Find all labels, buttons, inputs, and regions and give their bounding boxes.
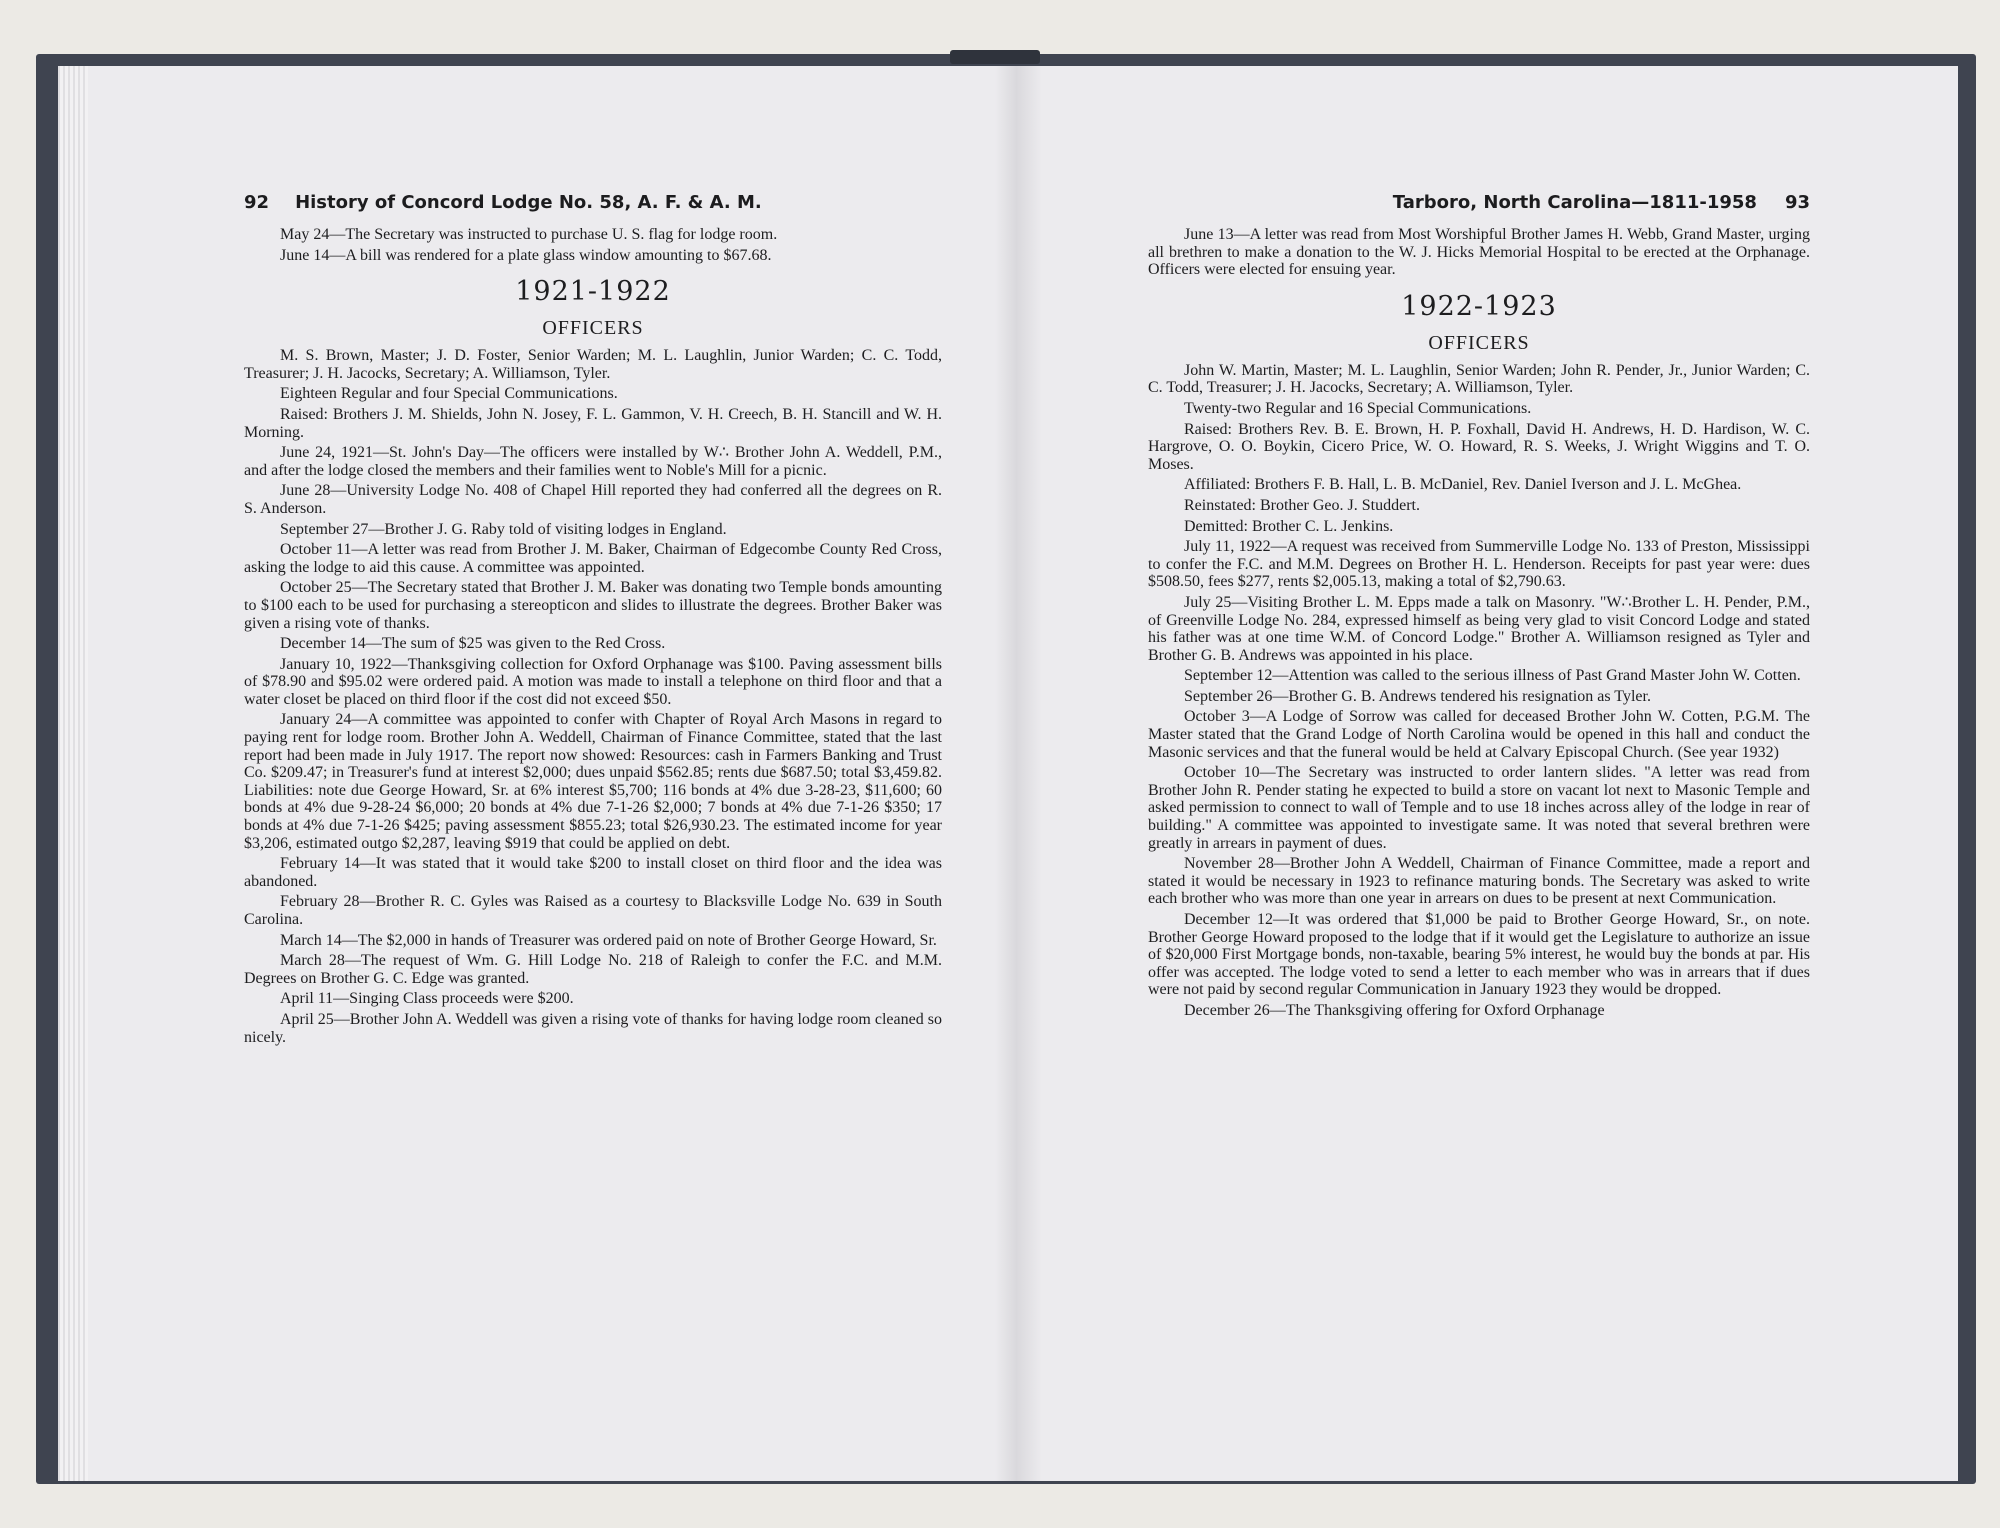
- paragraph: March 14—The $2,000 in hands of Treasurer was ordered paid on note of Brother George Howard, Sr.: [280, 931, 937, 949]
- paragraph: December 26—The Thanksgiving offering for Oxford Orphanage: [1184, 1001, 1605, 1019]
- left-running-title: History of Concord Lodge No. 58, A. F. & A. M.: [295, 192, 762, 213]
- paragraph: John W. Martin, Master; M. L. Laughlin, Senior Warden; John R. Pender, Jr., Junior Warden; C. C. Todd, Treasurer; J. H. Jacocks, Secretary; A. Williamson, Tyler.: [1148, 361, 1810, 397]
- paragraph: M. S. Brown, Master; J. D. Foster, Senior Warden; M. L. Laughlin, Junior Warden; C. C. Todd, Treasurer; J. H. Jacocks, Secretary; A. Williamson, Tyler.: [244, 347, 942, 382]
- left-text-column: [244, 192, 942, 1049]
- paragraph: May 24—The Secretary was instructed to purchase U. S. flag for lodge room.: [280, 226, 778, 243]
- right-running-title: Tarboro, North Carolina—1811-1958: [1392, 192, 1757, 213]
- paragraph: April 25—Brother John A. Weddell was given a rising vote of thanks for having lodge room cleaned so nicely.: [244, 1010, 942, 1046]
- paragraph: February 14—It was stated that it would take $200 to install closet on third floor and the idea was abandoned.: [244, 855, 942, 890]
- paragraph: October 11—A letter was read from Brother J. M. Baker, Chairman of Edgecombe County Red Cross, asking the lodge to aid this cause. A committee was appointed.: [244, 541, 942, 576]
- paragraph: February 28—Brother R. C. Gyles was Raised as a courtesy to Blacksville Lodge No. 639 in South Carolina.: [244, 893, 942, 928]
- paragraph: Eighteen Regular and four Special Communications.: [280, 385, 618, 403]
- paragraph: Demitted: Brother C. L. Jenkins.: [1184, 517, 1394, 535]
- paragraph: Raised: Brothers Rev. B. E. Brown, H. P. Foxhall, David H. Andrews, H. D. Hardison, W. C. Hargrove, O. O. Boykin, Cicero Price, W. O. Howard, R. S. Weeks, J. Wright Wiggins and T. O. Moses.: [1148, 420, 1810, 473]
- paragraph: July 25—Visiting Brother L. M. Epps made a talk on Masonry. "W∴Brother L. H. Pender, P.M., of Greenville Lodge No. 284, expressed himself as being very glad to visit Concord Lodge and stated his father was at one time W.M. of Concord Lodge." Brother A. Williamson resigned as Tyler and Brother G. B. Andrews was appointed in his place.: [1148, 593, 1810, 664]
- paragraph: June 24, 1921—St. John's Day—The officers were installed by W∴ Brother John A. Weddell, P.M., and after the lodge closed the members and their families went to Noble's Mill for a picnic.: [244, 444, 942, 479]
- paragraph: June 28—University Lodge No. 408 of Chapel Hill reported they had conferred all the degrees on R. S. Anderson.: [244, 482, 942, 517]
- paragraph: January 24—A committee was appointed to confer with Chapter of Royal Arch Masons in regard to paying rent for lodge room. Brother John A. Weddell, Chairman of Finance Committee, stated that the last report had been made in July 1917. The report now showed: Resources: cash in Farmers Banking and Trust Co. $209.47; in Treasurer's fund at interest $2,000; dues unpaid $562.85; rents due $687.50; total $3,459.82. Liabilities: note due George Howard, Sr. at 6% interest $5,700; 116 bonds at 4% due 3-28-23, $11,600; 60 bonds at 4% due 9-28-24 $6,000; 20 bonds at 4% due 7-1-26 $2,000; 7 bonds at 4% due 7-1-26 $350; 17 bonds at 4% due 7-1-26 $425; paving assessment $855.23; total $26,930.23. The estimated income for year $3,206, estimated outgo $2,287, leaving $919 that could be applied on debt.: [244, 711, 942, 852]
- paragraph: June 13—A letter was read from Most Worshipful Brother James H. Webb, Grand Master, urging all brethren to make a donation to the W. J. Hicks Memorial Hospital to be erected at the Orphanage. Officers were elected for ensuing year.: [1148, 226, 1810, 279]
- paragraph: October 3—A Lodge of Sorrow was called for deceased Brother John W. Cotten, P.G.M. The Master stated that the Grand Lodge of North Carolina would be opened in this hall and conduct the Masonic services and that the funeral would be held at Calvary Episcopal Church. (See year 1932): [1148, 708, 1810, 761]
- paragraph: September 12—Attention was called to the serious illness of Past Grand Master John W. Cotten.: [1184, 667, 1801, 685]
- paragraph: July 11, 1922—A request was received from Summerville Lodge No. 133 of Preston, Mississippi to confer the F.C. and M.M. Degrees on Brother H. L. Henderson. Receipts for past year were: dues $508.50, fees $277, rents $2,005.13, making a total of $2,790.63.: [1148, 538, 1810, 591]
- officers-heading: OFFICERS: [542, 317, 644, 340]
- paragraph: November 28—Brother John A Weddell, Chairman of Finance Committee, made a report and stated it would be necessary in 1923 to refinance maturing bonds. The Secretary was asked to write each brother who was more than one year in arrears on dues to be present at next Communication.: [1148, 855, 1810, 908]
- right-page: [1016, 66, 1958, 1481]
- paragraph: Reinstated: Brother Geo. J. Studdert.: [1184, 496, 1420, 514]
- paragraph: April 11—Singing Class proceeds were $200.: [280, 990, 574, 1008]
- paragraph: June 14—A bill was rendered for a plate glass window amounting to $67.68.: [280, 246, 772, 264]
- paragraph: January 10, 1922—Thanksgiving collection for Oxford Orphanage was $100. Paving assessment bills of $78.90 and $95.02 were ordered paid. A motion was made to install a telephone on third floor and that a water closet be placed on third floor if the cost did not exceed $50.: [244, 655, 942, 708]
- right-text-column: [1148, 192, 1810, 1023]
- book-spine: [950, 50, 1040, 64]
- paragraph: September 27—Brother J. G. Raby told of visiting lodges in England.: [280, 520, 727, 538]
- paragraph: October 25—The Secretary stated that Brother J. M. Baker was donating two Temple bonds amounting to $100 each to be used for purchasing a stereopticon and slides to illustrate the degrees. Brother Baker was given a rising vote of thanks.: [244, 579, 942, 632]
- paragraph: Affiliated: Brothers F. B. Hall, L. B. McDaniel, Rev. Daniel Iverson and J. L. McGhea.: [1184, 476, 1742, 494]
- left-page-number: 92: [244, 192, 270, 213]
- paragraph: December 12—It was ordered that $1,000 be paid to Brother George Howard, Sr., on note. Brother George Howard proposed to the lodge that if it would get the Legislature to authorize an issue of $20,000 First Mortgage bonds, non-taxable, bearing 5% interest, he would buy the bonds at par. His offer was accepted. The lodge voted to send a letter to each member who was in arrears that if dues were not paid by second regular Communication in January 1923 they would be dropped.: [1148, 911, 1810, 999]
- paragraph: December 14—The sum of $25 was given to the Red Cross.: [280, 635, 666, 653]
- paragraph: Twenty-two Regular and 16 Special Communications.: [1184, 399, 1532, 417]
- paragraph: October 10—The Secretary was instructed to order lantern slides. "A letter was read from Brother John R. Pender stating he expected to build a store on vacant lot next to Masonic Temple and asked permission to connect to wall of Temple and to use 18 inches across alley of the lodge in rear of building." A committee was appointed to investigate same. It was noted that several brethren were greatly in arrears in payment of dues.: [1148, 764, 1810, 852]
- year-heading: 1922-1923: [1401, 290, 1557, 322]
- right-page-number: 93: [1784, 192, 1810, 213]
- year-heading: 1921-1922: [515, 276, 671, 308]
- right-running-head: [1148, 192, 1810, 226]
- officers-heading: OFFICERS: [1428, 331, 1530, 354]
- paragraph: March 28—The request of Wm. G. Hill Lodge No. 218 of Raleigh to confer the F.C. and M.M. Degrees on Brother G. C. Edge was granted.: [244, 952, 942, 987]
- left-running-head: [244, 192, 942, 226]
- paragraph: Raised: Brothers J. M. Shields, John N. Josey, F. L. Gammon, V. H. Creech, B. H. Stancill and W. H. Morning.: [244, 405, 942, 441]
- paragraph: September 26—Brother G. B. Andrews tendered his resignation as Tyler.: [1184, 687, 1651, 705]
- left-page: [58, 66, 1018, 1481]
